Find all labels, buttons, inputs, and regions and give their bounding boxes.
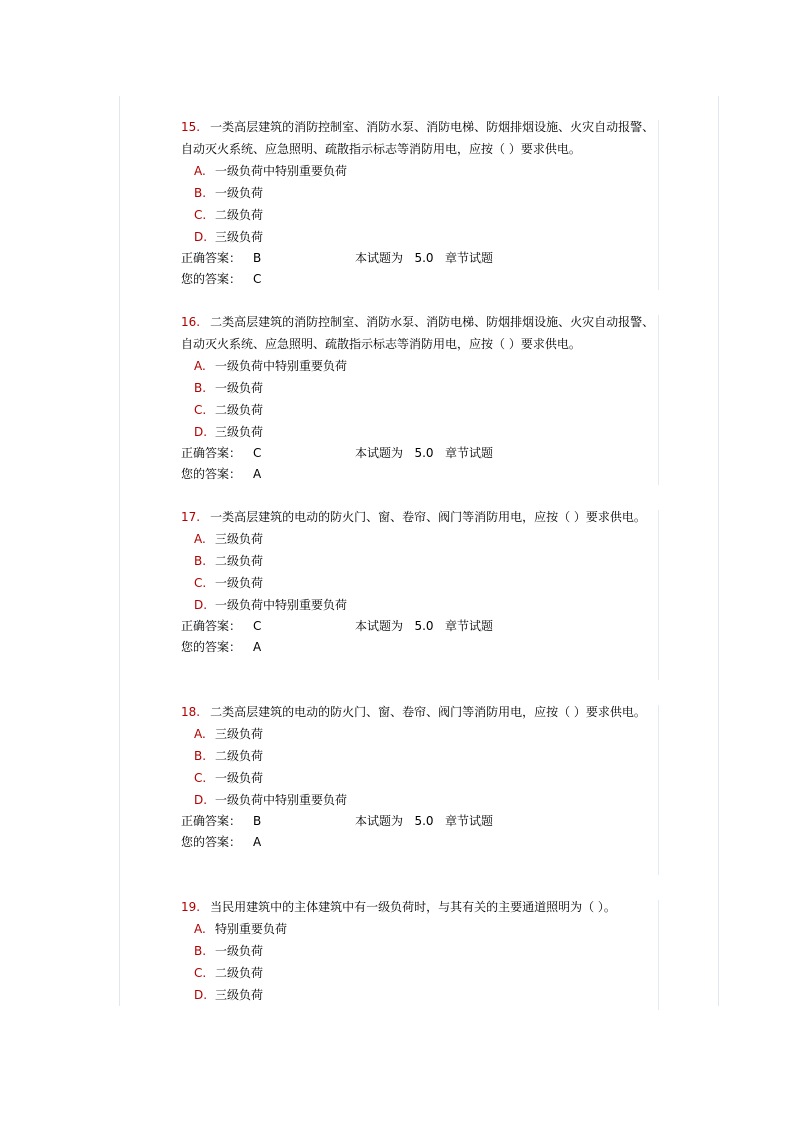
score-suffix: 章节试题 bbox=[445, 251, 494, 265]
option-c bbox=[181, 399, 659, 421]
your-answer-row bbox=[181, 637, 659, 658]
option-letter: D. bbox=[194, 793, 208, 807]
question-19 bbox=[181, 896, 659, 1006]
option-text: 二级负荷 bbox=[215, 966, 264, 980]
option-b bbox=[181, 377, 659, 399]
question-text: 二类高层建筑的消防控制室、消防水泵、消防电梯、防烟排烟设施、火灾自动报警、自动灭火系统、应急照明、疏散指示标志等消防用电，应按（ ）要求供电。 bbox=[181, 315, 655, 351]
option-b bbox=[181, 550, 659, 572]
question-16 bbox=[181, 311, 659, 506]
score-prefix: 本试题为 bbox=[355, 446, 404, 460]
option-letter: C. bbox=[194, 966, 207, 980]
option-text: 一级负荷中特别重要负荷 bbox=[215, 598, 348, 612]
option-text: 一级负荷 bbox=[215, 771, 264, 785]
score-value: 5.0 bbox=[414, 251, 434, 265]
question-15 bbox=[181, 116, 659, 311]
question-text: 一类高层建筑的消防控制室、消防水泵、消防电梯、防烟排烟设施、火灾自动报警、自动灭火系统、应急照明、疏散指示标志等消防用电，应按（ ）要求供电。 bbox=[181, 120, 655, 156]
your-answer-label: 您的答案： bbox=[181, 272, 242, 286]
option-text: 二级负荷 bbox=[215, 554, 264, 568]
question-number: 18. bbox=[181, 705, 201, 719]
your-answer-value: A bbox=[253, 467, 262, 481]
question-divider bbox=[658, 315, 659, 485]
option-letter: D. bbox=[194, 598, 208, 612]
option-text: 二级负荷 bbox=[215, 208, 264, 222]
option-c bbox=[181, 204, 659, 226]
option-letter: A. bbox=[194, 164, 206, 178]
score-suffix: 章节试题 bbox=[445, 619, 494, 633]
question-stem bbox=[181, 701, 659, 723]
option-d bbox=[181, 226, 659, 248]
question-18 bbox=[181, 701, 659, 896]
option-letter: A. bbox=[194, 359, 206, 373]
option-text: 三级负荷 bbox=[215, 532, 264, 546]
score-prefix: 本试题为 bbox=[355, 619, 404, 633]
option-a bbox=[181, 918, 659, 940]
option-text: 三级负荷 bbox=[215, 988, 264, 1002]
option-a bbox=[181, 355, 659, 377]
your-answer-value: A bbox=[253, 640, 262, 654]
question-stem bbox=[181, 506, 659, 528]
option-letter: D. bbox=[194, 230, 208, 244]
option-letter: B. bbox=[194, 381, 207, 395]
option-letter: C. bbox=[194, 403, 207, 417]
option-d bbox=[181, 421, 659, 443]
your-answer-row bbox=[181, 269, 659, 290]
option-letter: A. bbox=[194, 922, 206, 936]
correct-answer-row bbox=[181, 616, 659, 637]
correct-answer-value: B bbox=[253, 251, 262, 265]
question-number: 17. bbox=[181, 510, 201, 524]
option-letter: D. bbox=[194, 425, 208, 439]
your-answer-row bbox=[181, 464, 659, 485]
option-c bbox=[181, 767, 659, 789]
your-answer-label: 您的答案： bbox=[181, 640, 242, 654]
question-stem bbox=[181, 311, 659, 355]
option-text: 一级负荷 bbox=[215, 944, 264, 958]
question-number: 16. bbox=[181, 315, 201, 329]
option-letter: C. bbox=[194, 208, 207, 222]
option-a bbox=[181, 160, 659, 182]
correct-answer-value: C bbox=[253, 446, 262, 460]
option-text: 三级负荷 bbox=[215, 727, 264, 741]
correct-answer-label: 正确答案： bbox=[181, 814, 242, 828]
option-text: 二级负荷 bbox=[215, 749, 264, 763]
question-stem bbox=[181, 116, 659, 160]
option-d bbox=[181, 789, 659, 811]
option-b bbox=[181, 182, 659, 204]
option-a bbox=[181, 528, 659, 550]
option-text: 一级负荷 bbox=[215, 186, 264, 200]
question-text: 二类高层建筑的电动的防火门、窗、卷帘、阀门等消防用电，应按（ ）要求供电。 bbox=[210, 705, 646, 719]
option-letter: B. bbox=[194, 186, 207, 200]
option-letter: C. bbox=[194, 576, 207, 590]
score-value: 5.0 bbox=[414, 814, 434, 828]
option-text: 二级负荷 bbox=[215, 403, 264, 417]
score-prefix: 本试题为 bbox=[355, 251, 404, 265]
option-text: 一级负荷 bbox=[215, 381, 264, 395]
question-17 bbox=[181, 506, 659, 701]
question-number: 19. bbox=[181, 900, 201, 914]
option-text: 一级负荷中特别重要负荷 bbox=[215, 793, 348, 807]
question-divider bbox=[658, 510, 659, 680]
option-letter: C. bbox=[194, 771, 207, 785]
option-c bbox=[181, 962, 659, 984]
your-answer-label: 您的答案： bbox=[181, 467, 242, 481]
option-letter: A. bbox=[194, 532, 206, 546]
option-b bbox=[181, 745, 659, 767]
question-divider bbox=[658, 120, 659, 290]
question-number: 15. bbox=[181, 120, 201, 134]
option-letter: B. bbox=[194, 944, 207, 958]
score-value: 5.0 bbox=[414, 619, 434, 633]
page-left-border bbox=[119, 96, 120, 1006]
your-answer-label: 您的答案： bbox=[181, 835, 242, 849]
option-b bbox=[181, 940, 659, 962]
option-letter: B. bbox=[194, 554, 207, 568]
option-text: 特别重要负荷 bbox=[215, 922, 288, 936]
correct-answer-label: 正确答案： bbox=[181, 619, 242, 633]
question-list bbox=[181, 116, 659, 1006]
option-text: 一级负荷 bbox=[215, 576, 264, 590]
score-value: 5.0 bbox=[414, 446, 434, 460]
your-answer-value: C bbox=[253, 272, 262, 286]
your-answer-row bbox=[181, 832, 659, 853]
score-suffix: 章节试题 bbox=[445, 446, 494, 460]
correct-answer-label: 正确答案： bbox=[181, 251, 242, 265]
option-c bbox=[181, 572, 659, 594]
your-answer-value: A bbox=[253, 835, 262, 849]
correct-answer-row bbox=[181, 443, 659, 464]
correct-answer-label: 正确答案： bbox=[181, 446, 242, 460]
option-letter: A. bbox=[194, 727, 206, 741]
correct-answer-row bbox=[181, 248, 659, 269]
option-text: 一级负荷中特别重要负荷 bbox=[215, 164, 348, 178]
correct-answer-value: B bbox=[253, 814, 262, 828]
option-letter: B. bbox=[194, 749, 207, 763]
correct-answer-row bbox=[181, 811, 659, 832]
question-divider bbox=[658, 705, 659, 875]
correct-answer-value: C bbox=[253, 619, 262, 633]
option-d bbox=[181, 984, 659, 1006]
option-d bbox=[181, 594, 659, 616]
question-divider bbox=[658, 900, 659, 1010]
question-text: 一类高层建筑的电动的防火门、窗、卷帘、阀门等消防用电，应按（ ）要求供电。 bbox=[210, 510, 646, 524]
option-text: 三级负荷 bbox=[215, 425, 264, 439]
question-stem bbox=[181, 896, 659, 918]
option-text: 三级负荷 bbox=[215, 230, 264, 244]
score-suffix: 章节试题 bbox=[445, 814, 494, 828]
option-letter: D. bbox=[194, 988, 208, 1002]
option-text: 一级负荷中特别重要负荷 bbox=[215, 359, 348, 373]
question-text: 当民用建筑中的主体建筑中有一级负荷时，与其有关的主要通道照明为（ ）。 bbox=[210, 900, 616, 914]
page-right-border bbox=[718, 96, 719, 1006]
score-prefix: 本试题为 bbox=[355, 814, 404, 828]
option-a bbox=[181, 723, 659, 745]
